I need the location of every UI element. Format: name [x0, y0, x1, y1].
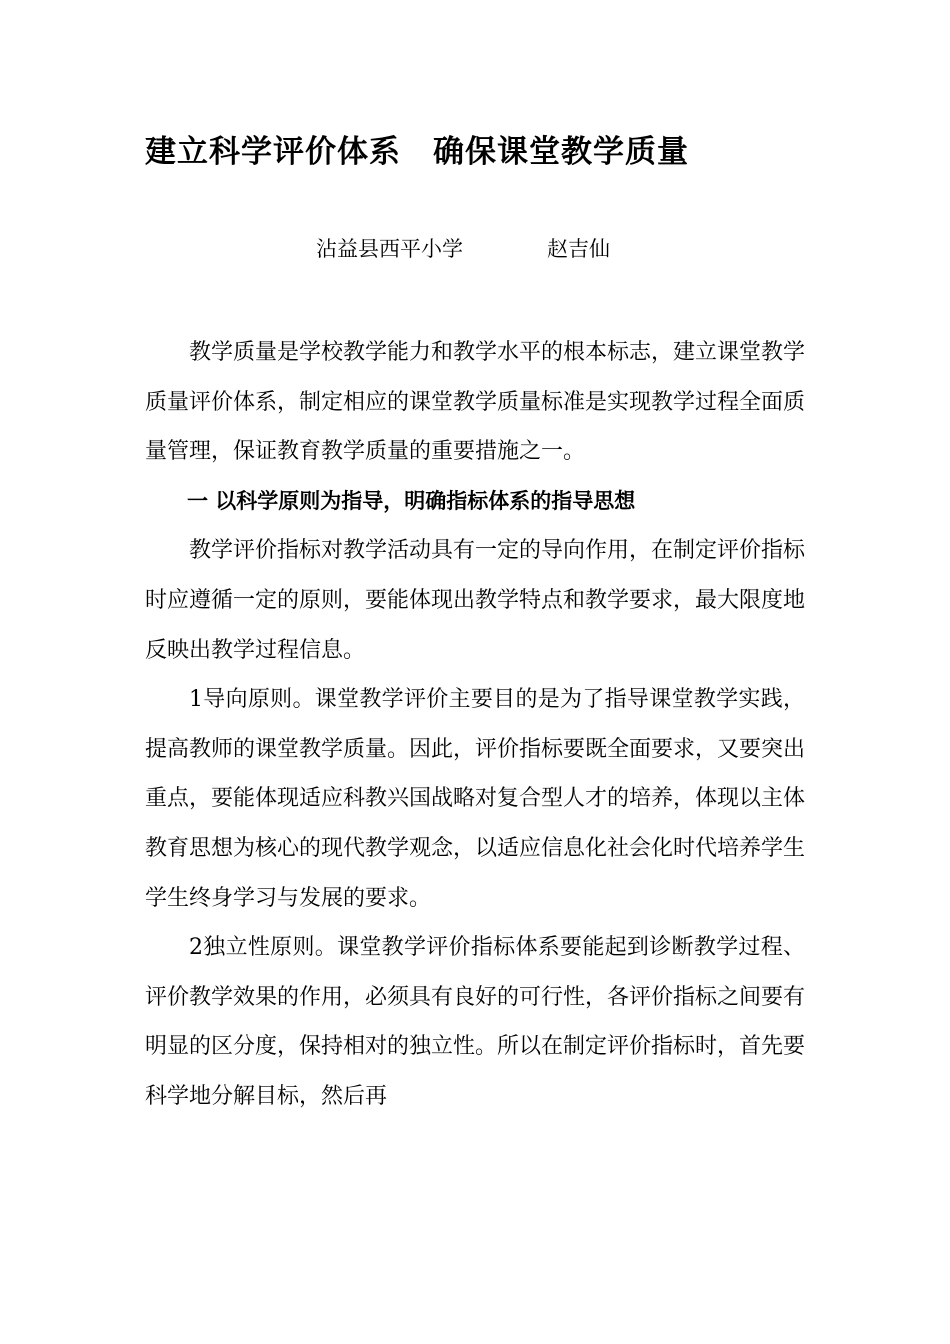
- document-body: [145, 328, 805, 1122]
- author-name: 赵吉仙: [547, 237, 610, 261]
- paragraph-principles: 教学评价指标对教学活动具有一定的导向作用，在制定评价指标时应遵循一定的原则，要能体现出教学特点和教学要求，最大限度地反映出教学过程信息。: [145, 538, 806, 663]
- document-title: 建立科学评价体系 确保课堂教学质量: [145, 134, 689, 170]
- section-heading: 一 以科学原则为指导，明确指标体系的指导思想: [187, 488, 636, 513]
- paragraph-independence-principle: 2独立性原则。课堂教学评价指标体系要能起到诊断教学过程、评价教学效果的作用，必须具有良好的可行性，各评价指标之间要有明显的区分度，保持相对的独立性。所以在制定评价指标时，首先要科学地分解目标，然后再: [145, 935, 806, 1109]
- paragraph-intro: 教学质量是学校教学能力和教学水平的根本标志，建立课堂教学质量评价体系，制定相应的课堂教学质量标准是实现教学过程全面质量管理，保证教育教学质量的重要措施之一。: [145, 340, 806, 465]
- byline: [316, 232, 610, 266]
- paragraph-guidance-principle: 1导向原则。课堂教学评价主要目的是为了指导课堂教学实践，提高教师的课堂教学质量。因此，评价指标要既全面要求，又要突出重点，要能体现适应科教兴国战略对复合型人才的培养，体现以主体教育思想为核心的现代教学观念，以适应信息化社会化时代培养学生学生终身学习与发展的要求。: [145, 687, 806, 911]
- school-name: 沾益县西平小学: [316, 237, 463, 261]
